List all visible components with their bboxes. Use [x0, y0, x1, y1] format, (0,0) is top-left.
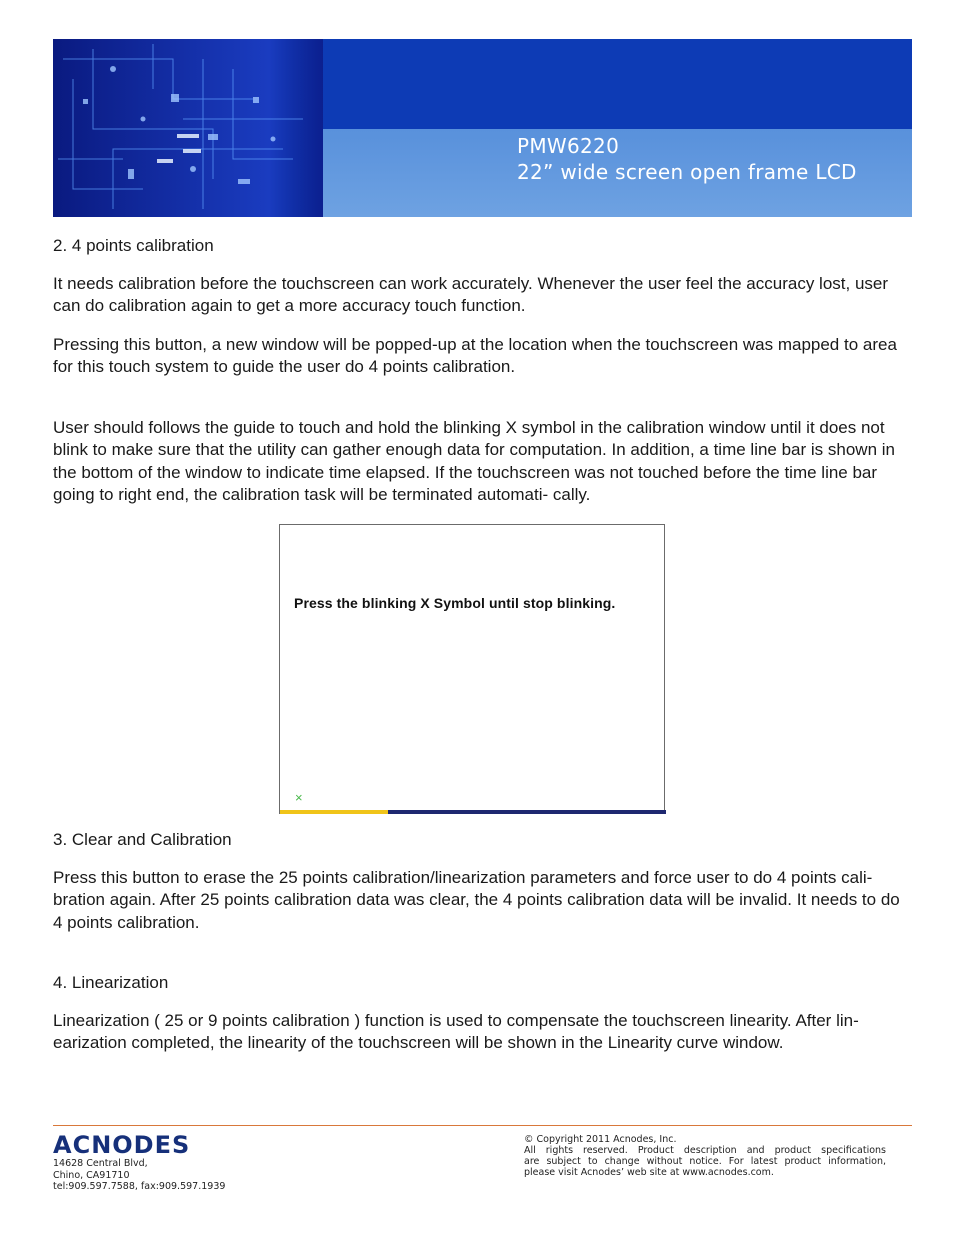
model-name: PMW6220	[517, 134, 620, 158]
address-line: Chino, CA91710	[53, 1169, 130, 1181]
acnodes-logo: ACNODES	[53, 1131, 191, 1159]
copyright-line: please visit Acnodes’ web site at www.acnodes.com.	[524, 1167, 774, 1178]
calibration-instruction: Press the blinking X Symbol until stop blinking.	[294, 595, 616, 611]
section-heading-clear-calibration: 3. Clear and Calibration	[53, 830, 232, 849]
company-address	[53, 1158, 225, 1193]
blinking-x-icon: ×	[295, 790, 303, 805]
copyright-notice	[524, 1134, 886, 1178]
paragraph: Press this button to erase the 25 points calibration/linearization parameters and force user to do 4 points cali- bration again. After 25 points calibration data was clear, the 4 points calibration data will be invalid. It needs to do 4 points calibration.	[53, 868, 900, 932]
time-line-elapsed	[280, 810, 388, 814]
copyright-line: © Copyright 2011 Acnodes, Inc.	[524, 1134, 677, 1145]
footer-divider	[53, 1125, 912, 1126]
paragraph: It needs calibration before the touchscreen can work accurately. Whenever the user feel the accuracy lost, user can do calibration again to get a more accuracy touch function.	[53, 274, 889, 316]
product-subtitle: 22” wide screen open frame LCD	[517, 160, 857, 184]
copyright-line: All rights reserved. Product description and product specifications	[524, 1145, 886, 1156]
header-title	[517, 133, 857, 185]
section-heading-calibration: 2. 4 points calibration	[53, 236, 214, 255]
paragraph: Linearization ( 25 or 9 points calibration ) function is used to compensate the touchscreen linearity. After lin- earization completed, the linearity of the touchscreen will be shown in the Linearity curve window.	[53, 1011, 859, 1053]
circuit-board-image	[53, 39, 323, 217]
paragraph: User should follows the guide to touch and hold the blinking X symbol in the calibration window until it does not blink to make sure that the utility can gather enough data for computation. In addition, a time line bar is shown in the bottom of the window to indicate time elapsed. If the touchscreen was not touched before the time line bar going to right end, the calibration task will be terminated automati- cally.	[53, 418, 895, 505]
paragraph: Pressing this button, a new window will be popped-up at the location when the touchscreen was mapped to area for this touch system to guide the user do 4 points calibration.	[53, 335, 897, 377]
section-heading-linearization: 4. Linearization	[53, 973, 169, 992]
copyright-line: are subject to change without notice. For latest product information,	[524, 1156, 886, 1167]
time-line-bar	[280, 810, 666, 814]
page-header	[53, 39, 912, 217]
contact-line: tel:909.597.7588, fax:909.597.1939	[53, 1181, 226, 1192]
address-line: 14628 Central Blvd,	[53, 1158, 148, 1169]
calibration-window-screenshot	[279, 524, 665, 814]
